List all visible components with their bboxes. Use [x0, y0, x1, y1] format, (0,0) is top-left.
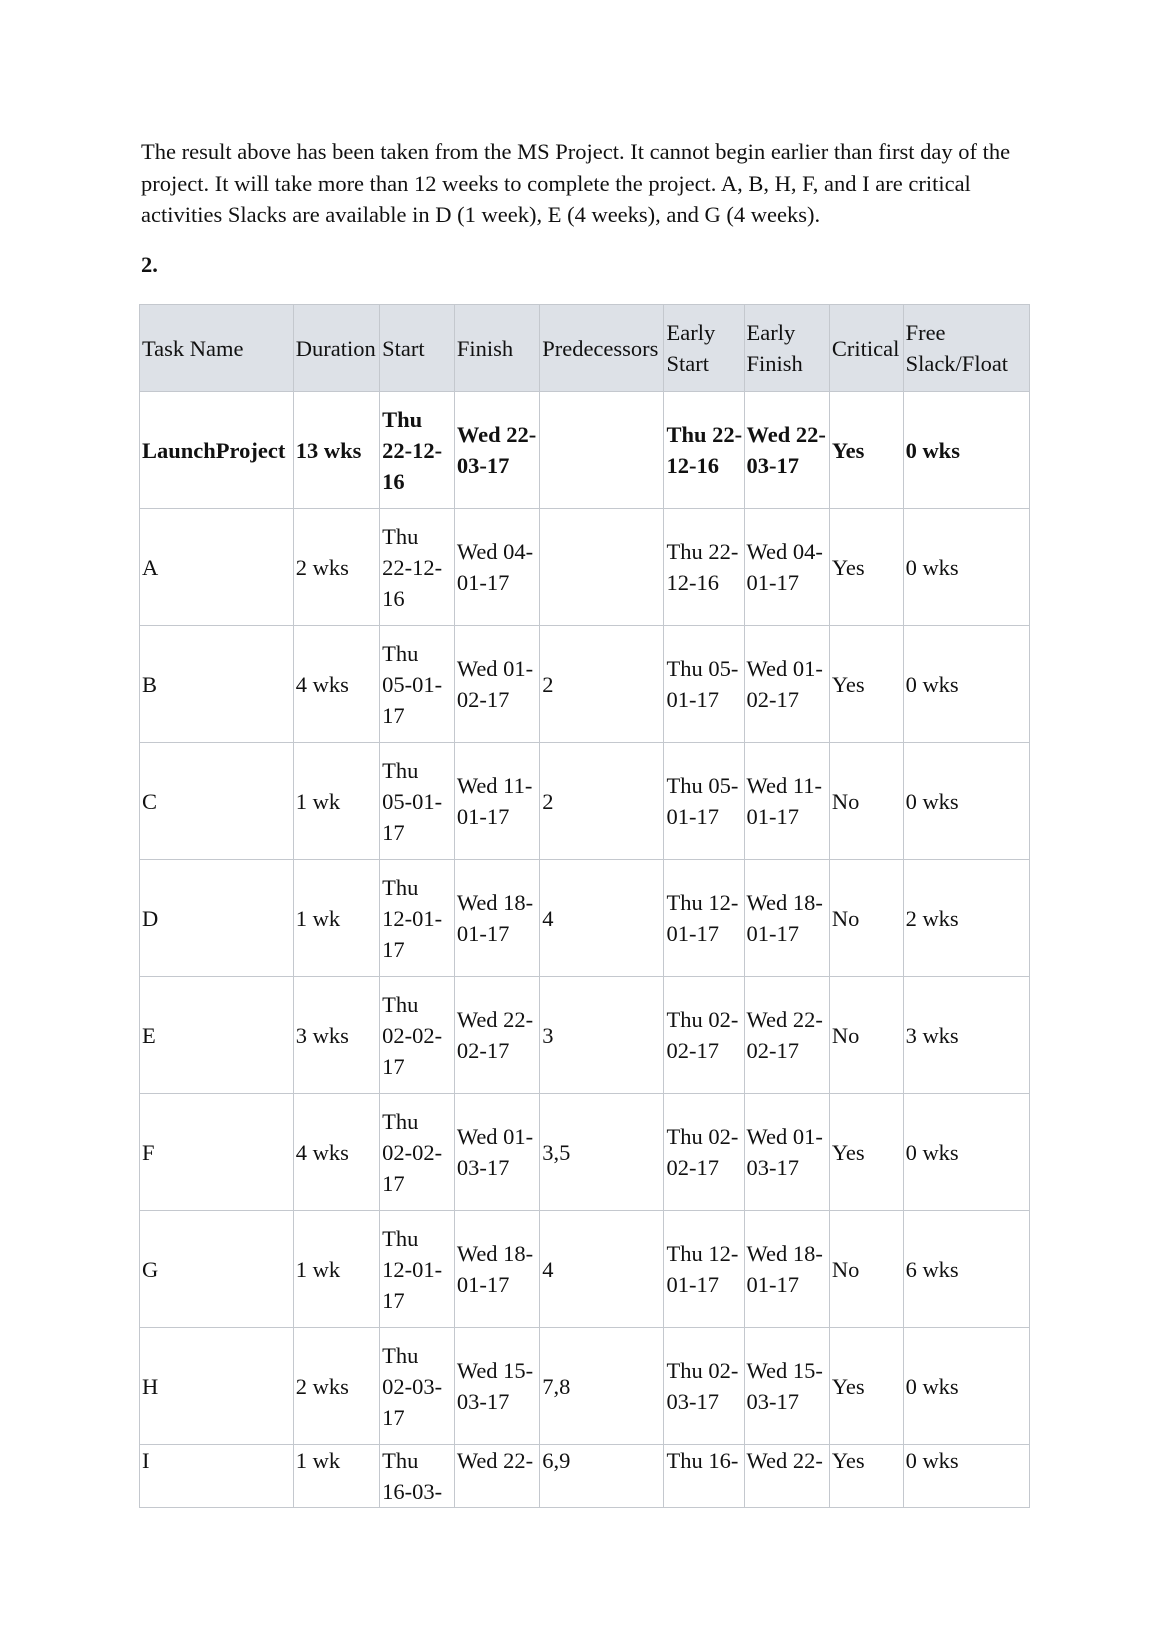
cell-critical: Yes — [829, 392, 903, 509]
cell-finish: Wed 22- — [454, 1445, 539, 1508]
cell-early-finish: Wed 01-03-17 — [744, 1094, 829, 1211]
cell-task: D — [140, 860, 294, 977]
section-heading: 2. — [141, 252, 158, 277]
header-finish: Finish — [454, 305, 539, 392]
cell-start: Thu 05-01-17 — [380, 626, 455, 743]
cell-predecessors: 3,5 — [540, 1094, 664, 1211]
header-start: Start — [380, 305, 455, 392]
cell-early-finish: Wed 22-02-17 — [744, 977, 829, 1094]
cell-early-start: Thu 05-01-17 — [664, 743, 744, 860]
cell-task: A — [140, 509, 294, 626]
cell-free-slack: 0 wks — [903, 626, 1029, 743]
cell-finish: Wed 01-03-17 — [454, 1094, 539, 1211]
schedule-table — [139, 304, 1030, 1508]
header-early-finish: Early Finish — [744, 305, 829, 392]
cell-task: E — [140, 977, 294, 1094]
cell-start-text: Thu 16-03- — [382, 1448, 443, 1504]
cell-task: G — [140, 1211, 294, 1328]
cell-task: H — [140, 1328, 294, 1445]
cell-free-slack: 0 wks — [903, 1328, 1029, 1445]
cell-free-slack: 0 wks — [903, 1094, 1029, 1211]
cell-task: B — [140, 626, 294, 743]
cell-early-finish: Wed 04-01-17 — [744, 509, 829, 626]
table-row-summary — [140, 392, 1030, 509]
cell-predecessors: 4 — [540, 1211, 664, 1328]
cell-duration: 1 wk — [293, 743, 379, 860]
cell-start: Thu 02-03-17 — [380, 1328, 455, 1445]
cell-start: Thu 05-01-17 — [380, 743, 455, 860]
cell-early-finish: Wed 18-01-17 — [744, 1211, 829, 1328]
cell-free-slack: 2 wks — [903, 860, 1029, 977]
cell-finish: Wed 15-03-17 — [454, 1328, 539, 1445]
cell-duration: 13 wks — [293, 392, 379, 509]
cell-duration: 1 wk — [293, 1445, 379, 1508]
cell-predecessors: 3 — [540, 977, 664, 1094]
cell-free-slack: 0 wks — [903, 1445, 1029, 1508]
cell-predecessors — [540, 509, 664, 626]
cell-early-finish: Wed 22-03-17 — [744, 392, 829, 509]
cell-early-start: Thu 22-12-16 — [664, 392, 744, 509]
header-task-name: Task Name — [140, 305, 294, 392]
cell-predecessors: 7,8 — [540, 1328, 664, 1445]
cell-start — [380, 1445, 455, 1508]
cell-duration: 2 wks — [293, 1328, 379, 1445]
cell-critical: Yes — [829, 1445, 903, 1508]
table-row — [140, 743, 1030, 860]
cell-task: LaunchProject — [140, 392, 294, 509]
cell-finish: Wed 11-01-17 — [454, 743, 539, 860]
cell-predecessors: 2 — [540, 626, 664, 743]
cell-finish: Wed 22-02-17 — [454, 977, 539, 1094]
cell-free-slack: 0 wks — [903, 392, 1029, 509]
table-row — [140, 860, 1030, 977]
table-header-row — [140, 305, 1030, 392]
cell-early-start: Thu 02-02-17 — [664, 1094, 744, 1211]
cell-early-start: Thu 22-12-16 — [664, 509, 744, 626]
cell-finish: Wed 22-03-17 — [454, 392, 539, 509]
header-predecessors: Predecessors — [540, 305, 664, 392]
cell-start: Thu 12-01-17 — [380, 860, 455, 977]
cell-duration: 4 wks — [293, 626, 379, 743]
cell-duration: 1 wk — [293, 860, 379, 977]
cell-free-slack: 0 wks — [903, 743, 1029, 860]
table-row — [140, 509, 1030, 626]
cell-critical: No — [829, 860, 903, 977]
cell-duration: 1 wk — [293, 1211, 379, 1328]
cell-early-start: Thu 05-01-17 — [664, 626, 744, 743]
cell-start: Thu 02-02-17 — [380, 1094, 455, 1211]
intro-paragraph: The result above has been taken from the MS Project. It cannot begin earlier than first day of the project. It will take more than 12 weeks to complete the project. A, B, H, F, and I are critical activities Slacks are available in D (1 week), E (4 weeks), and G (4 weeks). — [141, 139, 1011, 227]
cell-free-slack: 3 wks — [903, 977, 1029, 1094]
cell-early-start: Thu 02-02-17 — [664, 977, 744, 1094]
cell-duration: 2 wks — [293, 509, 379, 626]
cell-duration: 4 wks — [293, 1094, 379, 1211]
cell-early-finish: Wed 11-01-17 — [744, 743, 829, 860]
cell-task: C — [140, 743, 294, 860]
table-row — [140, 977, 1030, 1094]
cell-start: Thu 02-02-17 — [380, 977, 455, 1094]
cell-predecessors: 2 — [540, 743, 664, 860]
cell-early-finish: Wed 15-03-17 — [744, 1328, 829, 1445]
cell-early-start: Thu 02-03-17 — [664, 1328, 744, 1445]
cell-early-finish: Wed 01-02-17 — [744, 626, 829, 743]
cell-critical: Yes — [829, 626, 903, 743]
table-row — [140, 626, 1030, 743]
cell-early-start: Thu 12-01-17 — [664, 860, 744, 977]
cell-predecessors: 6,9 — [540, 1445, 664, 1508]
cell-early-finish: Wed 18-01-17 — [744, 860, 829, 977]
cell-free-slack: 6 wks — [903, 1211, 1029, 1328]
cell-finish: Wed 18-01-17 — [454, 1211, 539, 1328]
cell-start: Thu 22-12-16 — [380, 509, 455, 626]
header-critical: Critical — [829, 305, 903, 392]
cell-early-finish: Wed 22- — [744, 1445, 829, 1508]
table-row — [140, 1094, 1030, 1211]
table-row — [140, 1445, 1030, 1508]
cell-task: I — [140, 1445, 294, 1508]
cell-critical: No — [829, 743, 903, 860]
cell-critical: No — [829, 977, 903, 1094]
cell-predecessors — [540, 392, 664, 509]
cell-duration: 3 wks — [293, 977, 379, 1094]
cell-finish: Wed 01-02-17 — [454, 626, 539, 743]
cell-critical: Yes — [829, 1094, 903, 1211]
cell-critical: Yes — [829, 1328, 903, 1445]
table-row — [140, 1211, 1030, 1328]
cell-task: F — [140, 1094, 294, 1211]
cell-start: Thu 22-12-16 — [380, 392, 455, 509]
header-early-start: Early Start — [664, 305, 744, 392]
cell-free-slack: 0 wks — [903, 509, 1029, 626]
cell-predecessors: 4 — [540, 860, 664, 977]
header-free-slack: Free Slack/Float — [903, 305, 1029, 392]
cell-critical: No — [829, 1211, 903, 1328]
cell-critical: Yes — [829, 509, 903, 626]
cell-start: Thu 12-01-17 — [380, 1211, 455, 1328]
cell-finish: Wed 04-01-17 — [454, 509, 539, 626]
cell-early-start: Thu 16- — [664, 1445, 744, 1508]
cell-finish: Wed 18-01-17 — [454, 860, 539, 977]
header-duration: Duration — [293, 305, 379, 392]
cell-early-start: Thu 12-01-17 — [664, 1211, 744, 1328]
table-row — [140, 1328, 1030, 1445]
